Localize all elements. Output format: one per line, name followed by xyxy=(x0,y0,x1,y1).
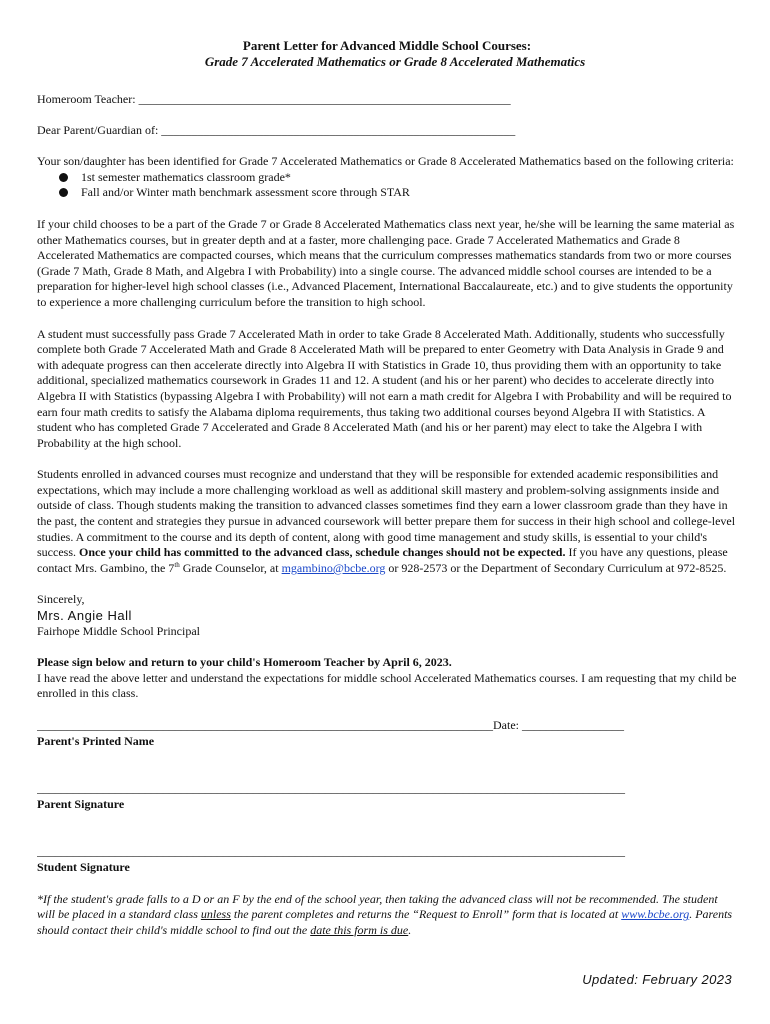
date-label: Date: xyxy=(493,718,519,732)
counselor-email-link[interactable]: mgambino@bcbe.org xyxy=(281,560,386,575)
page-subtitle: Grade 7 Accelerated Mathematics or Grade 8 Accelerated Mathematics xyxy=(204,54,586,69)
request-statement: I have read the above letter and understand the expectations for middle school Accelerated Mathematics courses. I am requesting that my child be enrolled in this class. xyxy=(37,670,737,701)
principal-role: Fairhope Middle School Principal xyxy=(37,623,200,638)
homeroom-teacher-label: Homeroom Teacher: xyxy=(37,92,136,106)
page-title: Parent Letter for Advanced Middle School Courses: xyxy=(242,38,532,53)
list-item: 1st semester mathematics classroom grade* xyxy=(59,170,737,186)
guardian-field xyxy=(37,123,737,139)
bullet-icon xyxy=(59,173,68,182)
criteria-list xyxy=(37,170,737,201)
bcbe-website-link[interactable]: www.bcbe.org xyxy=(621,907,690,922)
bullet-icon xyxy=(59,188,68,197)
printed-name-line[interactable]: ____________________________________________________________________________ xyxy=(37,718,493,732)
paragraph-expectations: Students enrolled in advanced courses must recognize and understand that they will be responsible for extended academic responsibilities and expectations, which may include a more challenging workload as well as additional skill mastery and problem-solving assignments inside and outside of class. Though students making the transition to advanced classes sometimes find they earn a lower classroom grade than they have in the past, the content and strategies they pursue in advanced coursework will better prepare them for success in their high school and college-level studies. A commitment to the course and its depth of content, along with good time management and study skills, is essential to your child's success. Once your child has committed to the advanced class, schedule changes should not be expected. If you have any questions, please contact Mrs. Gambino, the 7th Grade Counselor, at mgambino@bcbe.org or 928-2573 or the Department of Secondary Curriculum at 972-8525. xyxy=(37,467,736,575)
parent-signature-line[interactable]: __________________________________________________________________________________________________ xyxy=(37,781,625,796)
guardian-label: Dear Parent/Guardian of: xyxy=(37,122,159,137)
printed-name-label: Parent's Printed Name xyxy=(37,733,155,748)
paragraph-progression: A student must successfully pass Grade 7 Accelerated Math in order to take Grade 8 Accelerated Math. Additionally, students who successfully complete both Grade 7 Accelerated Math and Grade 8 Accelerated Math will be prepared to enter Geometry with Data Analysis in Grade 9 and with adequate progress can then accelerate directly into Algebra II with Statistics in Grade 10, thus providing them with an opportunity to take additional, specialized mathematics coursework in Grades 11 and 12. A student (and his or her parent) who decides to accelerate directly into Algebra II with Statistics (bypassing Algebra I with Probability) will not earn a math credit for Algebra I with Probability and will be required to earn four math credits to satisfy the Alabama diploma requirements, thus taking two additional courses beyond Algebra II with Statistics. A student who has completed Grade 7 Accelerated and Grade 8 Accelerated Math (and his or her parent) may elect to take the Algebra I with Probability at the high school. xyxy=(37,326,732,450)
printed-name-row xyxy=(37,718,737,734)
student-signature-label: Student Signature xyxy=(37,859,130,874)
list-item: Fall and/or Winter math benchmark assessment score through STAR xyxy=(59,185,737,201)
intro-paragraph: Your son/daughter has been identified for Grade 7 Accelerated Mathematics or Grade 8 Accelerated Mathematics based on the following criteria: xyxy=(37,154,734,169)
guardian-line: ___________________________________________________________ xyxy=(161,122,516,137)
footnote: *If the student's grade falls to a D or an F by the end of the school year, then taking the advanced class will not be recommended. The student will be placed in a standard class unless the parent completes and returns the “Request to Enroll” form that is located at www.bcbe.org. Parents should contact their child's middle school to find out the date this form is due. xyxy=(37,891,733,937)
paragraph-course-description: If your child chooses to be a part of the Grade 7 or Grade 8 Accelerated Mathematics class next year, he/she will be learning the same material as other Mathematics courses, but in greater depth and at a faster, more challenging pace. Grade 7 Accelerated Mathematics and Grade 8 Accelerated Mathematics are compacted courses, which means that the curriculum compresses mathematics standards from two or more courses (Grade 7 Math, Grade 8 Math, and Algebra I with Probability) into a single course. The advanced middle school courses are intended to be a preparation for higher-level high school classes (i.e., Advanced Placement, International Baccalaureate, etc.) and to give students the opportunity to experience a more challenging curriculum before the transition to high school. xyxy=(37,216,735,309)
principal-name: Mrs. Angie Hall xyxy=(37,608,132,624)
return-instruction: Please sign below and return to your child's Homeroom Teacher by April 6, 2023. xyxy=(37,655,452,670)
date-line[interactable]: _________________ xyxy=(522,718,624,732)
homeroom-teacher-field xyxy=(37,92,737,108)
student-signature-line[interactable]: __________________________________________________________________________________________________ xyxy=(37,844,625,859)
closing-sincerely: Sincerely, xyxy=(37,592,85,607)
letter-page xyxy=(37,38,737,938)
updated-date: Updated: February 2023 xyxy=(582,972,732,987)
commitment-notice: Once your child has committed to the advanced class, schedule changes should not be expected. xyxy=(79,545,566,560)
homeroom-teacher-line: ______________________________________________________________ xyxy=(138,92,511,106)
parent-signature-label: Parent Signature xyxy=(37,796,125,811)
